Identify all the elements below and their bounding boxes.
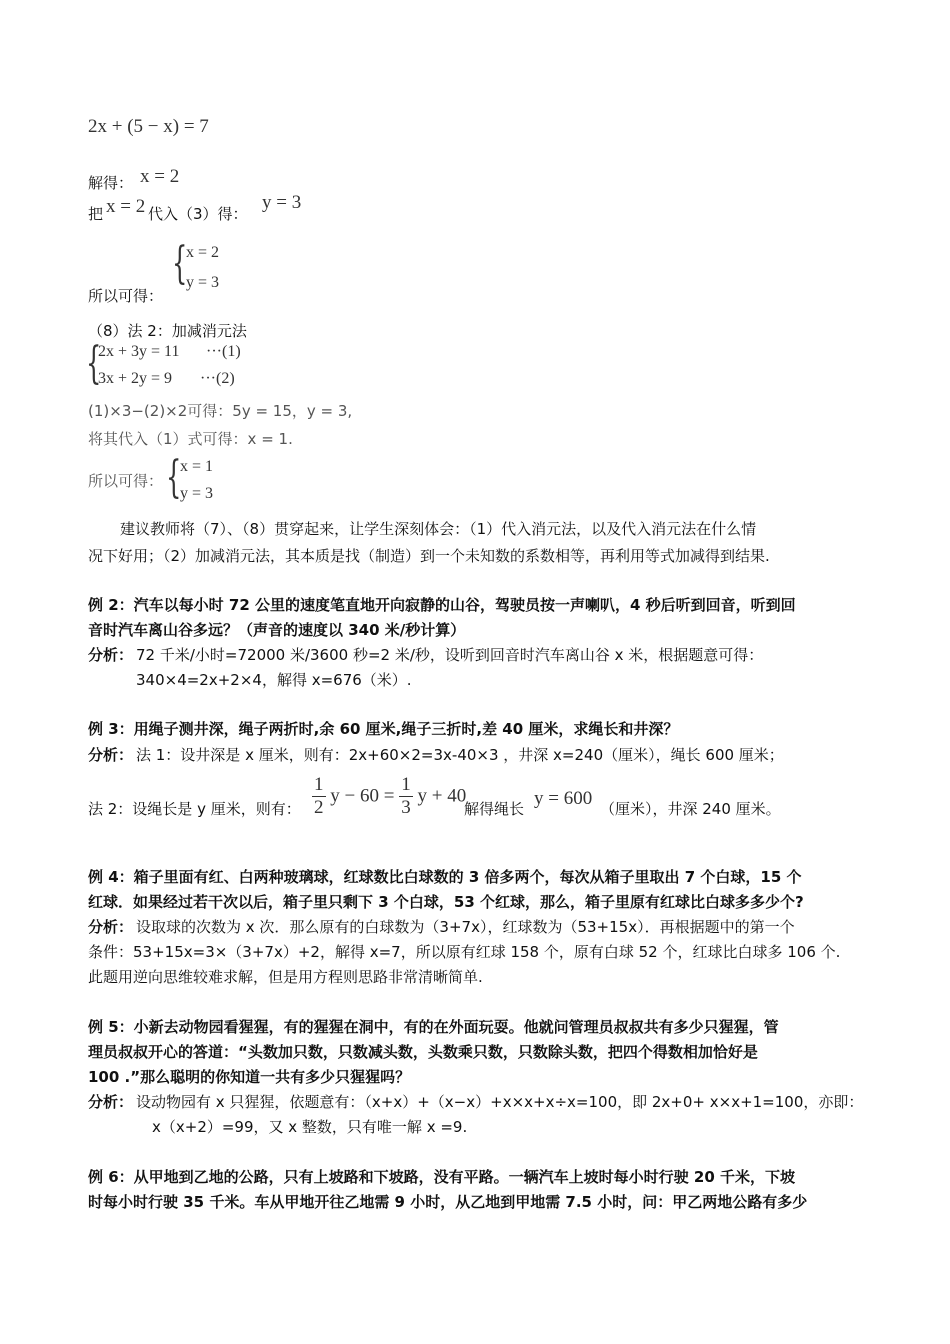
example-5-analysis-label: 分析：: [88, 1093, 134, 1111]
substitution-line: 将其代入（1）式可得：x = 1.: [88, 430, 293, 448]
fraction-half-denominator: 2: [314, 797, 324, 818]
example-4-analysis-label: 分析：: [88, 918, 134, 936]
fraction-half-numerator: 1: [314, 774, 324, 795]
brace-1-symbol: {: [172, 238, 188, 289]
example-2-line-1: 例 2：汽车以每小时 72 公里的速度笔直地开向寂静的山谷，驾驶员按一声喇叭，4 秒后听到回音，听到回: [88, 596, 796, 614]
substitute-x: x = 2: [106, 196, 146, 217]
example-2-analysis-2: 340×4=2x+2×4，解得 x=676（米）.: [136, 671, 412, 689]
example-4-analysis-3: 此题用逆向思维较难求解，但是用方程则思路非常清晰简单.: [88, 968, 483, 986]
fraction-third-numerator: 1: [401, 774, 411, 795]
solve-label: 解得：: [88, 174, 134, 192]
result-1-label: 所以可得：: [88, 287, 164, 305]
system-eq-2: 3x + 2y = 9: [98, 370, 173, 387]
substitute-y: y = 3: [262, 192, 302, 213]
example-3-equation: [312, 774, 466, 819]
brace-3-symbol: {: [166, 452, 182, 503]
example-4-analysis-1: 设取球的次数为 x 次．那么原有的白球数为（3+7x），红球数为（53+15x）．再根据题中的第一个: [136, 918, 795, 936]
equation-1: 2x + (5 − x) = 7: [88, 116, 209, 137]
example-2-analysis-1: 72 千米/小时=72000 米/3600 秒=2 米/秒，设听到回音时汽车离山谷 x 米，根据题意可得：: [136, 646, 764, 664]
system-eq-1: 2x + 3y = 11: [98, 343, 180, 360]
result-2-y: y = 3: [180, 485, 214, 502]
system-eq-1-tag: ···(1): [206, 343, 241, 360]
equation-middle-2: y + 40: [417, 785, 467, 807]
example-3-analysis-label: 分析：: [88, 746, 134, 764]
method-2-title: （8）法 2：加减消元法: [88, 322, 247, 340]
example-3-method-2-prefix: 法 2：设绳长是 y 厘米，则有：: [88, 800, 301, 818]
fraction-half: [312, 774, 326, 819]
example-3-solve-y: y = 600: [534, 788, 593, 809]
brace-2-symbol: {: [86, 338, 102, 389]
example-5-line-1: 例 5：小新去动物园看猩猩，有的猩猩在洞中，有的在外面玩耍。他就问管理员叔叔共有多少只猩猩，管: [88, 1018, 779, 1036]
solve-x: x = 2: [140, 166, 180, 187]
result-2-x: x = 1: [180, 458, 214, 475]
example-4-analysis-2: 条件：53+15x=3×（3+7x）+2，解得 x=7，所以原有红球 158 个，原有白球 52 个，红球比白球多 106 个.: [88, 943, 841, 961]
example-4-line-2: 红球．如果经过若干次以后，箱子里只剩下 3 个白球，53 个红球，那么，箱子里原有红球比白球多多少个?: [88, 893, 804, 911]
example-6-line-2: 时每小时行驶 35 千米。车从甲地开往乙地需 9 小时，从乙地到甲地需 7.5 小时，问：甲乙两地公路有多少: [88, 1193, 808, 1211]
example-5-analysis-2: x（x+2）=99，又 x 整数，只有唯一解 x =9.: [152, 1118, 468, 1136]
example-3-solve-label: 解得绳长: [464, 800, 525, 818]
example-3-method-2-suffix: （厘米），井深 240 厘米。: [600, 800, 781, 818]
example-4-line-1: 例 4：箱子里面有红、白两种玻璃球，红球数比白球数的 3 倍多两个，每次从箱子里取出 7 个白球，15 个: [88, 868, 802, 886]
advice-line-1: 建议教师将（7）、（8）贯穿起来，让学生深刻体会：（1）代入消元法，以及代入消元法在什么情: [120, 520, 757, 538]
example-5-analysis-1: 设动物园有 x 只猩猩，依题意有：（x+x）+（x−x）+x×x+x÷x=100，即 2x+0+ x×x+1=100，亦即：: [136, 1093, 864, 1111]
example-6-line-1: 例 6：从甲地到乙地的公路，只有上坡路和下坡路，没有平路。一辆汽车上坡时每小时行驶 20 千米，下坡: [88, 1168, 795, 1186]
example-3-line-1: 例 3：用绳子测井深，绳子两折时,余 60 厘米,绳子三折时,差 40 厘米，求绳长和井深？: [88, 720, 679, 738]
fraction-third: [399, 774, 413, 819]
result-2-label: 所以可得：: [88, 472, 164, 490]
example-2-analysis-label: 分析：: [88, 646, 134, 664]
advice-line-2: 况下好用；（2）加减消元法，其本质是找（制造）到一个未知数的系数相等，再利用等式加减得到结果.: [88, 547, 770, 565]
elimination-line: (1)×3−(2)×2可得：5y = 15，y = 3,: [88, 402, 353, 420]
example-2-line-2: 音时汽车离山谷多远？（声音的速度以 340 米/秒计算）: [88, 621, 466, 639]
equation-middle-1: y − 60 =: [330, 785, 395, 807]
example-5-line-2: 理员叔叔开心的答道：“头数加只数，只数减头数，头数乘只数，只数除头数，把四个得数相加恰好是: [88, 1043, 758, 1061]
fraction-third-denominator: 3: [401, 797, 411, 818]
example-5-line-3: 100 .”那么聪明的你知道一共有多少只猩猩吗？: [88, 1068, 411, 1086]
substitute-middle: 代入（3）得：: [148, 205, 248, 223]
system-eq-2-tag: ···(2): [200, 370, 235, 387]
result-1-x: x = 2: [186, 244, 220, 261]
result-1-y: y = 3: [186, 274, 220, 291]
substitute-prefix: 把: [88, 205, 104, 223]
example-3-analysis-1: 法 1：设井深是 x 厘米，则有：2x+60×2=3x-40×3 ，井深 x=240（厘米），绳长 600 厘米；: [136, 746, 784, 764]
